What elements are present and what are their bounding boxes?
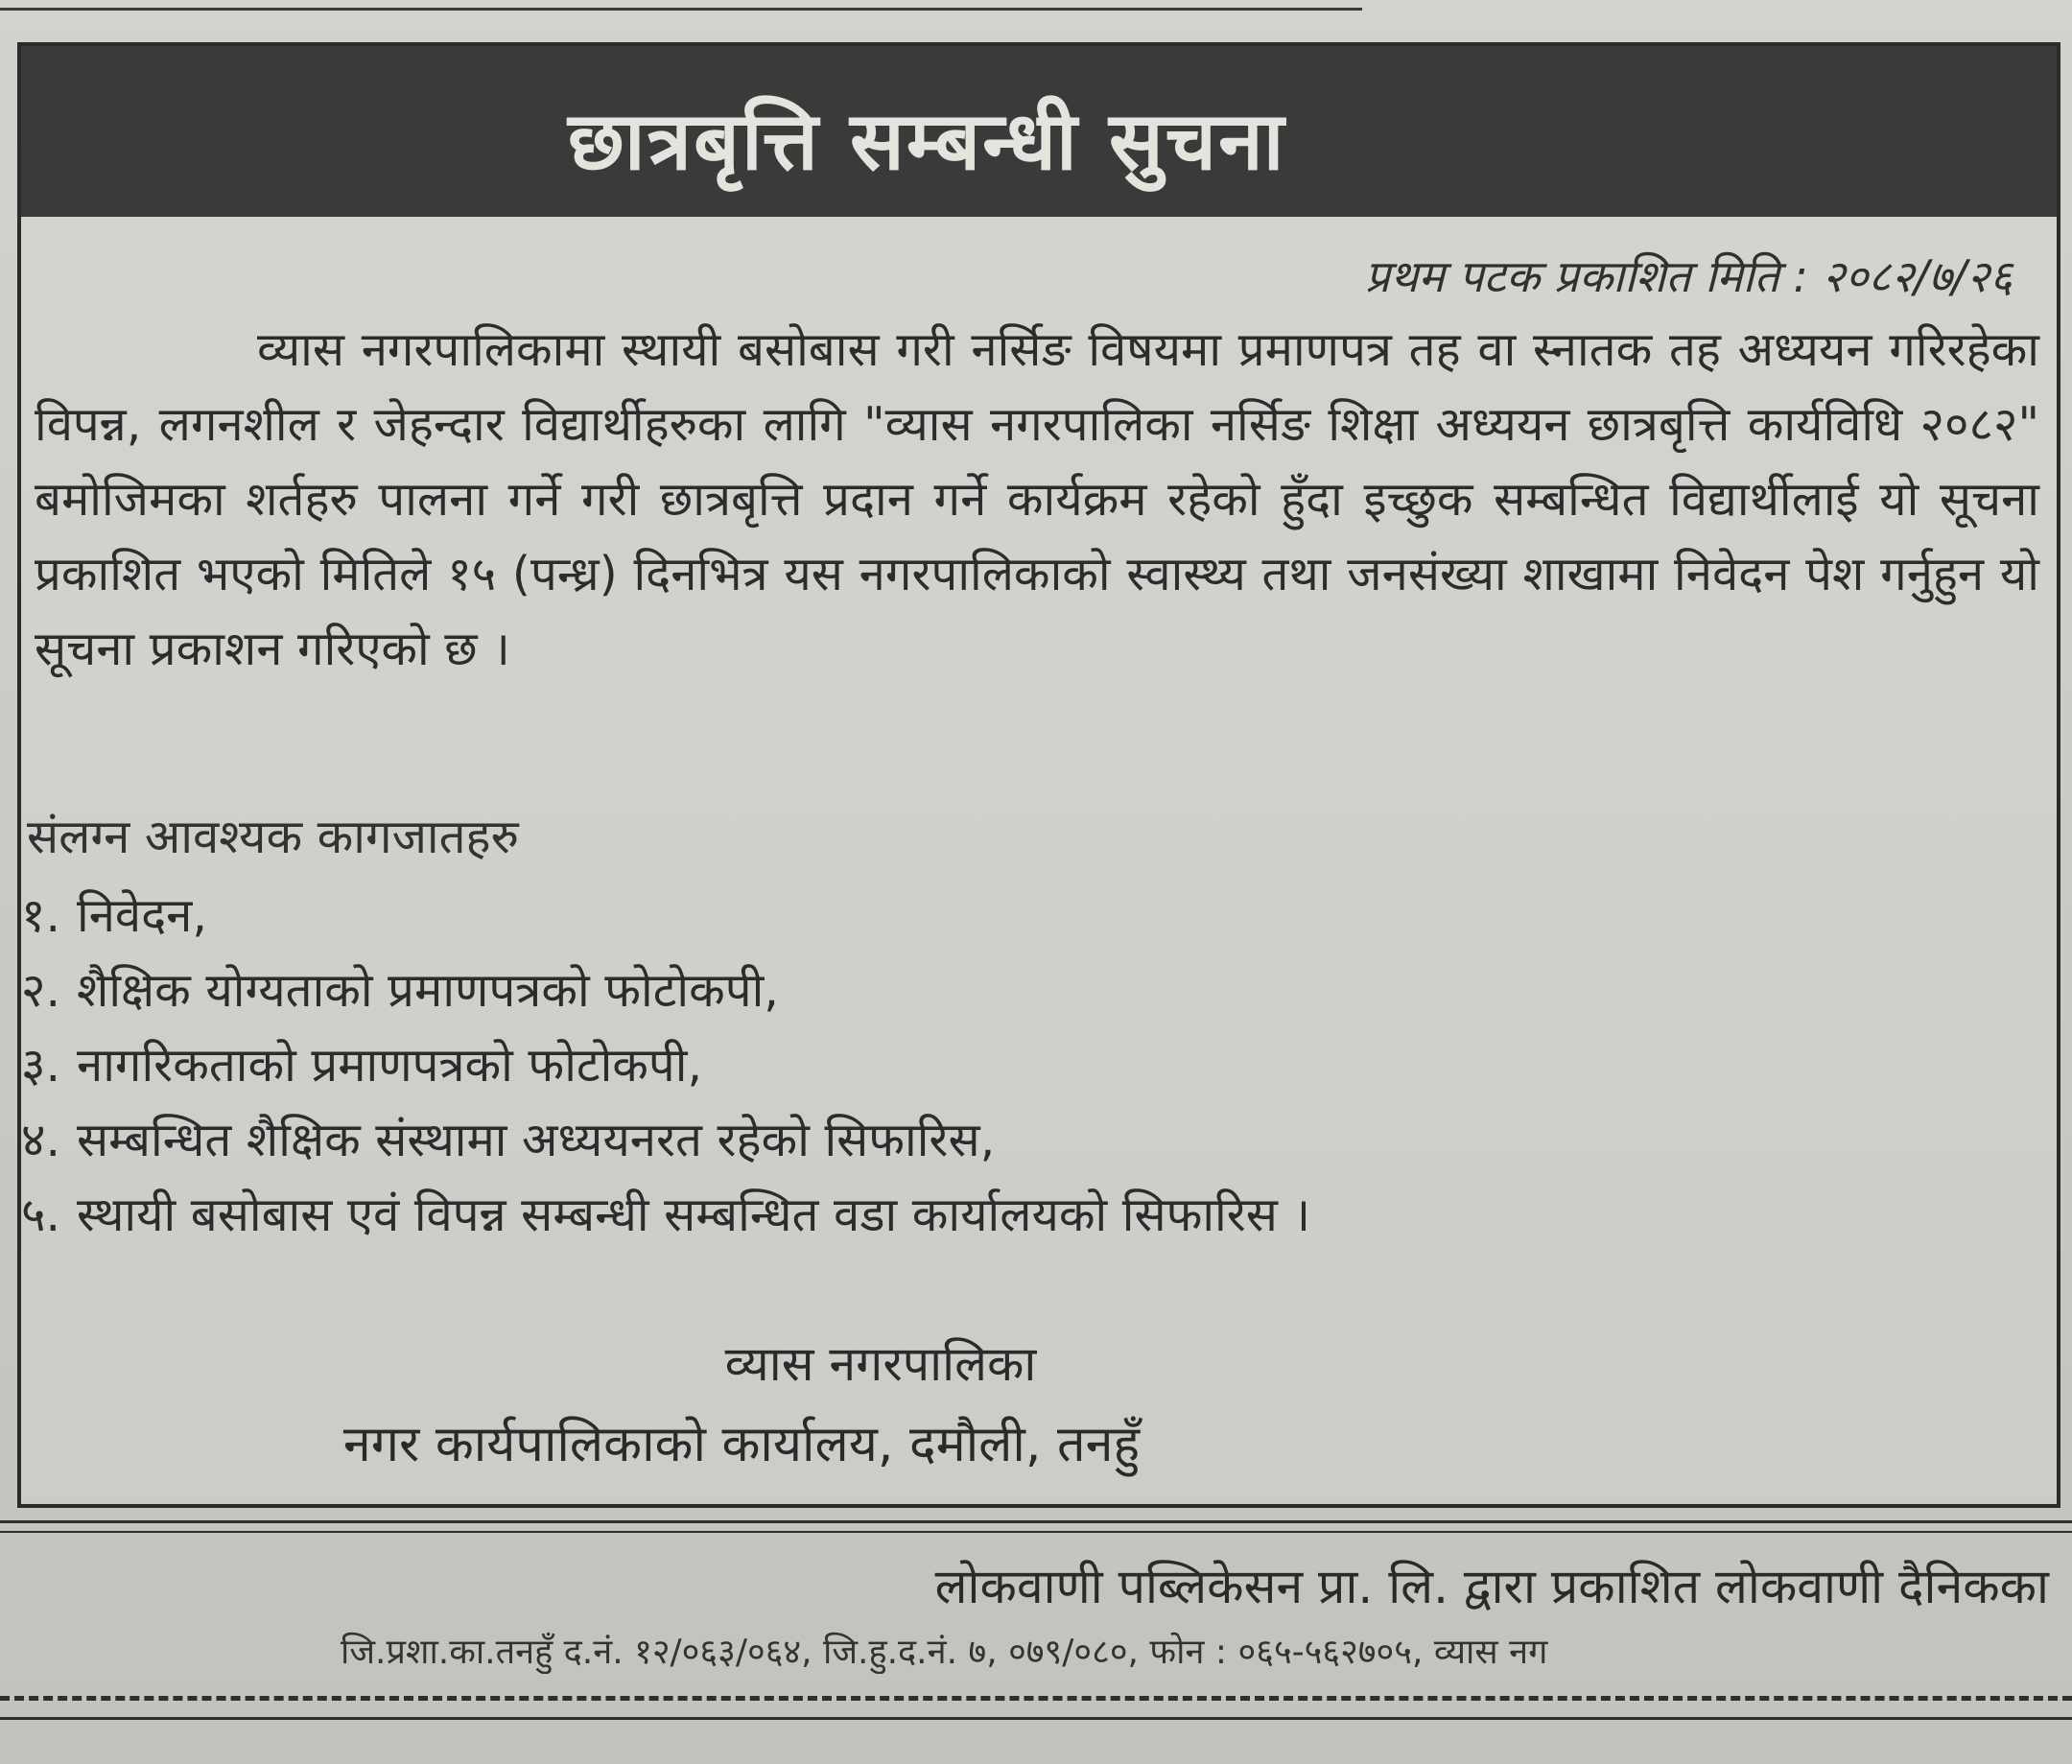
footer-divider — [0, 1520, 2072, 1533]
list-item — [21, 1028, 1310, 1103]
attachments-heading: संलग्न आवश्यक कागजातहरु — [27, 810, 519, 864]
notice-body — [35, 313, 2039, 687]
signatory-name-text: व्यास नगरपालिका — [724, 1336, 1037, 1392]
list-item-text: स्थायी बसोबास एवं विपन्न सम्बन्धी सम्बन्धित वडा कार्यालयको सिफारिस । — [77, 1188, 1311, 1242]
top-rule — [0, 0, 1362, 11]
publisher-imprint: लोकवाणी पब्लिकेसन प्रा. लि. द्वारा प्रकाशित लोकवाणी दैनिकका — [934, 1559, 2049, 1614]
list-item-number: ३. — [21, 1038, 61, 1093]
signatory-office-text: नगर कार्यपालिकाको कार्यालय, दमौली, तनहुँ — [342, 1416, 1141, 1473]
title-banner — [21, 46, 2057, 217]
signatory-name — [21, 1329, 2057, 1395]
list-item-number: २. — [21, 963, 61, 1018]
list-item-text: सम्बन्धित शैक्षिक संस्थामा अध्ययनरत रहेको सिफारिस, — [77, 1113, 996, 1167]
dashed-rule — [0, 1696, 2072, 1701]
list-item-text: नागरिकताको प्रमाणपत्रको फोटोकपी, — [77, 1038, 703, 1093]
list-item-number: १. — [21, 888, 61, 943]
list-item — [21, 1103, 1310, 1178]
list-item-number: ४. — [21, 1113, 61, 1167]
publish-date: प्रथम पटक प्रकाशित मिति : २०८२/७/२६ — [1364, 250, 2013, 302]
notice-box — [17, 42, 2060, 1508]
notice-title: छात्रबृत्ति सम्बन्धी सुचना — [568, 94, 1286, 188]
list-item-text: शैक्षिक योग्यताको प्रमाणपत्रको फोटोकपी, — [77, 963, 779, 1018]
list-item-number: ५. — [21, 1188, 61, 1242]
list-item-text: निवेदन, — [77, 888, 207, 943]
list-item — [21, 1178, 1310, 1253]
list-item — [21, 879, 1310, 953]
list-item — [21, 953, 1310, 1028]
registration-line: जि.प्रशा.का.तनहुँ द.नं. १२/०६३/०६४, जि.हु.द.नं. ७, ०७९/०८०, फोन : ०६५-५६२७०५, व्यास नग — [341, 1633, 1548, 1672]
attachments-list — [21, 879, 1310, 1253]
notice-body-text: व्यास नगरपालिकामा स्थायी बसोबास गरी नर्सिङ विषयमा प्रमाणपत्र तह वा स्नातक तह अध्ययन गरिरहेका विपन्न, लगनशील र जेहन्दार विद्यार्थीहरुका लागि "व्यास नगरपालिका नर्सिङ शिक्षा अध्ययन छात्रबृत्ति कार्यविधि २०८२" बमोजिमका शर्तहरु पालना गर्ने गरी छात्रबृत्ति प्रदान गर्ने कार्यक्रम रहेको हुँदा इच्छुक सम्बन्धित विद्यार्थीलाई यो सूचना प्रकाशित भएको मितिले १५ (पन्ध्र) दिनभित्र यस नगरपालिकाको स्वास्थ्य तथा जनसंख्या शाखामा निवेदन पेश गर्नुहुन यो सूचना प्रकाशन गरिएको छ । — [35, 322, 2039, 676]
signatory-office — [21, 1408, 2057, 1476]
bottom-rule — [0, 1717, 2072, 1720]
